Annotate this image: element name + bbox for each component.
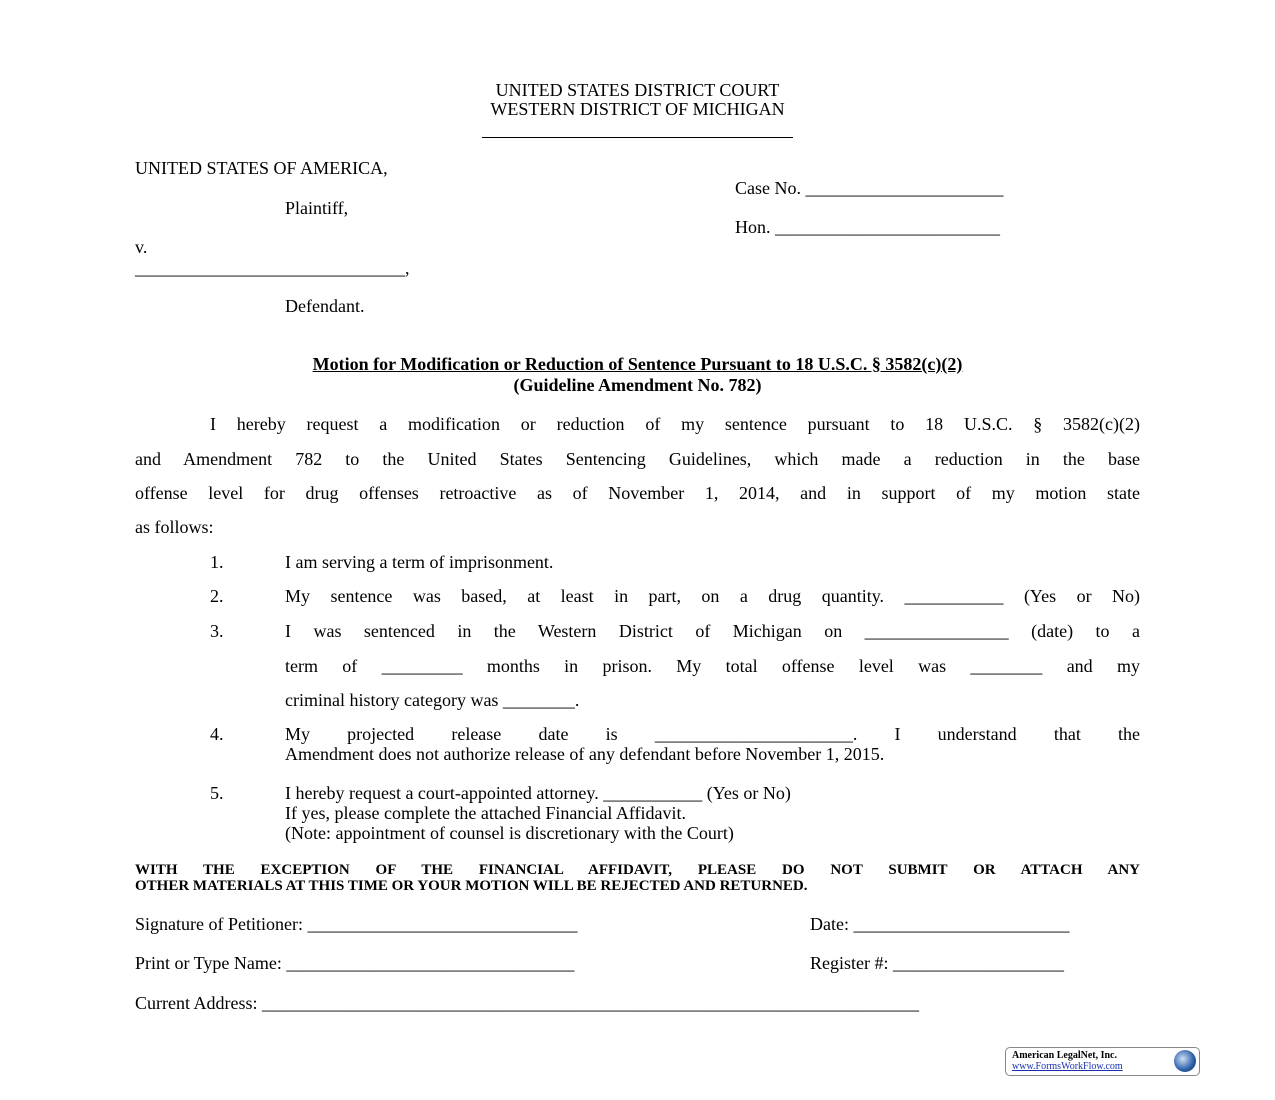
drug-quantity-field[interactable]: My sentence was based, at least in part, on a drug quantity. ___________ (Yes or No)	[285, 586, 1140, 606]
item-number: 4.	[210, 724, 224, 744]
court-name: UNITED STATES DISTRICT COURT	[495, 80, 780, 100]
intro-line: I hereby request a modification or reduction of my sentence pursuant to 18 U.S.C. § 3582(c)(2)	[210, 414, 1140, 434]
criminal-history-field[interactable]: criminal history category was ________.	[285, 690, 580, 710]
globe-icon	[1174, 1050, 1196, 1072]
item-number: 2.	[210, 586, 224, 606]
item-text: I am serving a term of imprisonment.	[285, 552, 554, 572]
release-date-field[interactable]: My projected release date is ______________________. I understand that the	[285, 724, 1140, 744]
item-text: If yes, please complete the attached Financial Affidavit.	[285, 803, 687, 823]
warning-line: OTHER MATERIALS AT THIS TIME OR YOUR MOTION WILL BE REJECTED AND RETURNED.	[135, 878, 808, 894]
defendant-name-field[interactable]: ______________________________,	[135, 258, 410, 278]
intro-line: offense level for drug offenses retroactive as of November 1, 2014, and in support of my motion state	[135, 483, 1140, 503]
defendant-label: Defendant.	[285, 296, 365, 316]
item-text: (Note: appointment of counsel is discretionary with the Court)	[285, 823, 734, 843]
judge-field[interactable]: Hon. _________________________	[735, 217, 1000, 237]
american-legalnet-logo[interactable]	[1005, 1047, 1200, 1076]
signature-field[interactable]: Signature of Petitioner: ______________________________	[135, 914, 578, 934]
date-field[interactable]: Date: ________________________	[810, 914, 1070, 934]
header-divider	[482, 137, 793, 138]
sentence-date-field[interactable]: I was sentenced in the Western District of Michigan on ________________ (date) to a	[285, 621, 1140, 641]
item-number: 1.	[210, 552, 224, 572]
versus: v.	[135, 237, 148, 257]
case-number-field[interactable]: Case No. ______________________	[735, 178, 1004, 198]
term-offense-field[interactable]: term of _________ months in prison. My total offense level was ________ and my	[285, 656, 1140, 676]
item-text: Amendment does not authorize release of any defendant before November 1, 2015.	[285, 744, 885, 764]
print-name-field[interactable]: Print or Type Name: ________________________________	[135, 953, 575, 973]
motion-title: Motion for Modification or Reduction of Sentence Pursuant to 18 U.S.C. § 3582(c)(2)	[312, 354, 963, 374]
register-number-field[interactable]: Register #: ___________________	[810, 953, 1064, 973]
item-number: 3.	[210, 621, 224, 641]
motion-subtitle: (Guideline Amendment No. 782)	[513, 375, 762, 395]
attorney-request-field[interactable]: I hereby request a court-appointed attorney. ___________ (Yes or No)	[285, 783, 791, 803]
plaintiff-name: UNITED STATES OF AMERICA,	[135, 158, 388, 178]
logo-company: American LegalNet, Inc.	[1012, 1050, 1117, 1061]
warning-line: WITH THE EXCEPTION OF THE FINANCIAL AFFIDAVIT, PLEASE DO NOT SUBMIT OR ATTACH ANY	[135, 862, 1140, 878]
item-number: 5.	[210, 783, 224, 803]
intro-line: and Amendment 782 to the United States Sentencing Guidelines, which made a reduction in the base	[135, 449, 1140, 469]
current-address-field[interactable]: Current Address: _________________________________________________________________________	[135, 993, 919, 1013]
intro-line: as follows:	[135, 517, 214, 537]
district-name: WESTERN DISTRICT OF MICHIGAN	[490, 99, 785, 119]
logo-url-link[interactable]: www.FormsWorkFlow.com	[1012, 1061, 1123, 1072]
plaintiff-label: Plaintiff,	[285, 198, 349, 218]
